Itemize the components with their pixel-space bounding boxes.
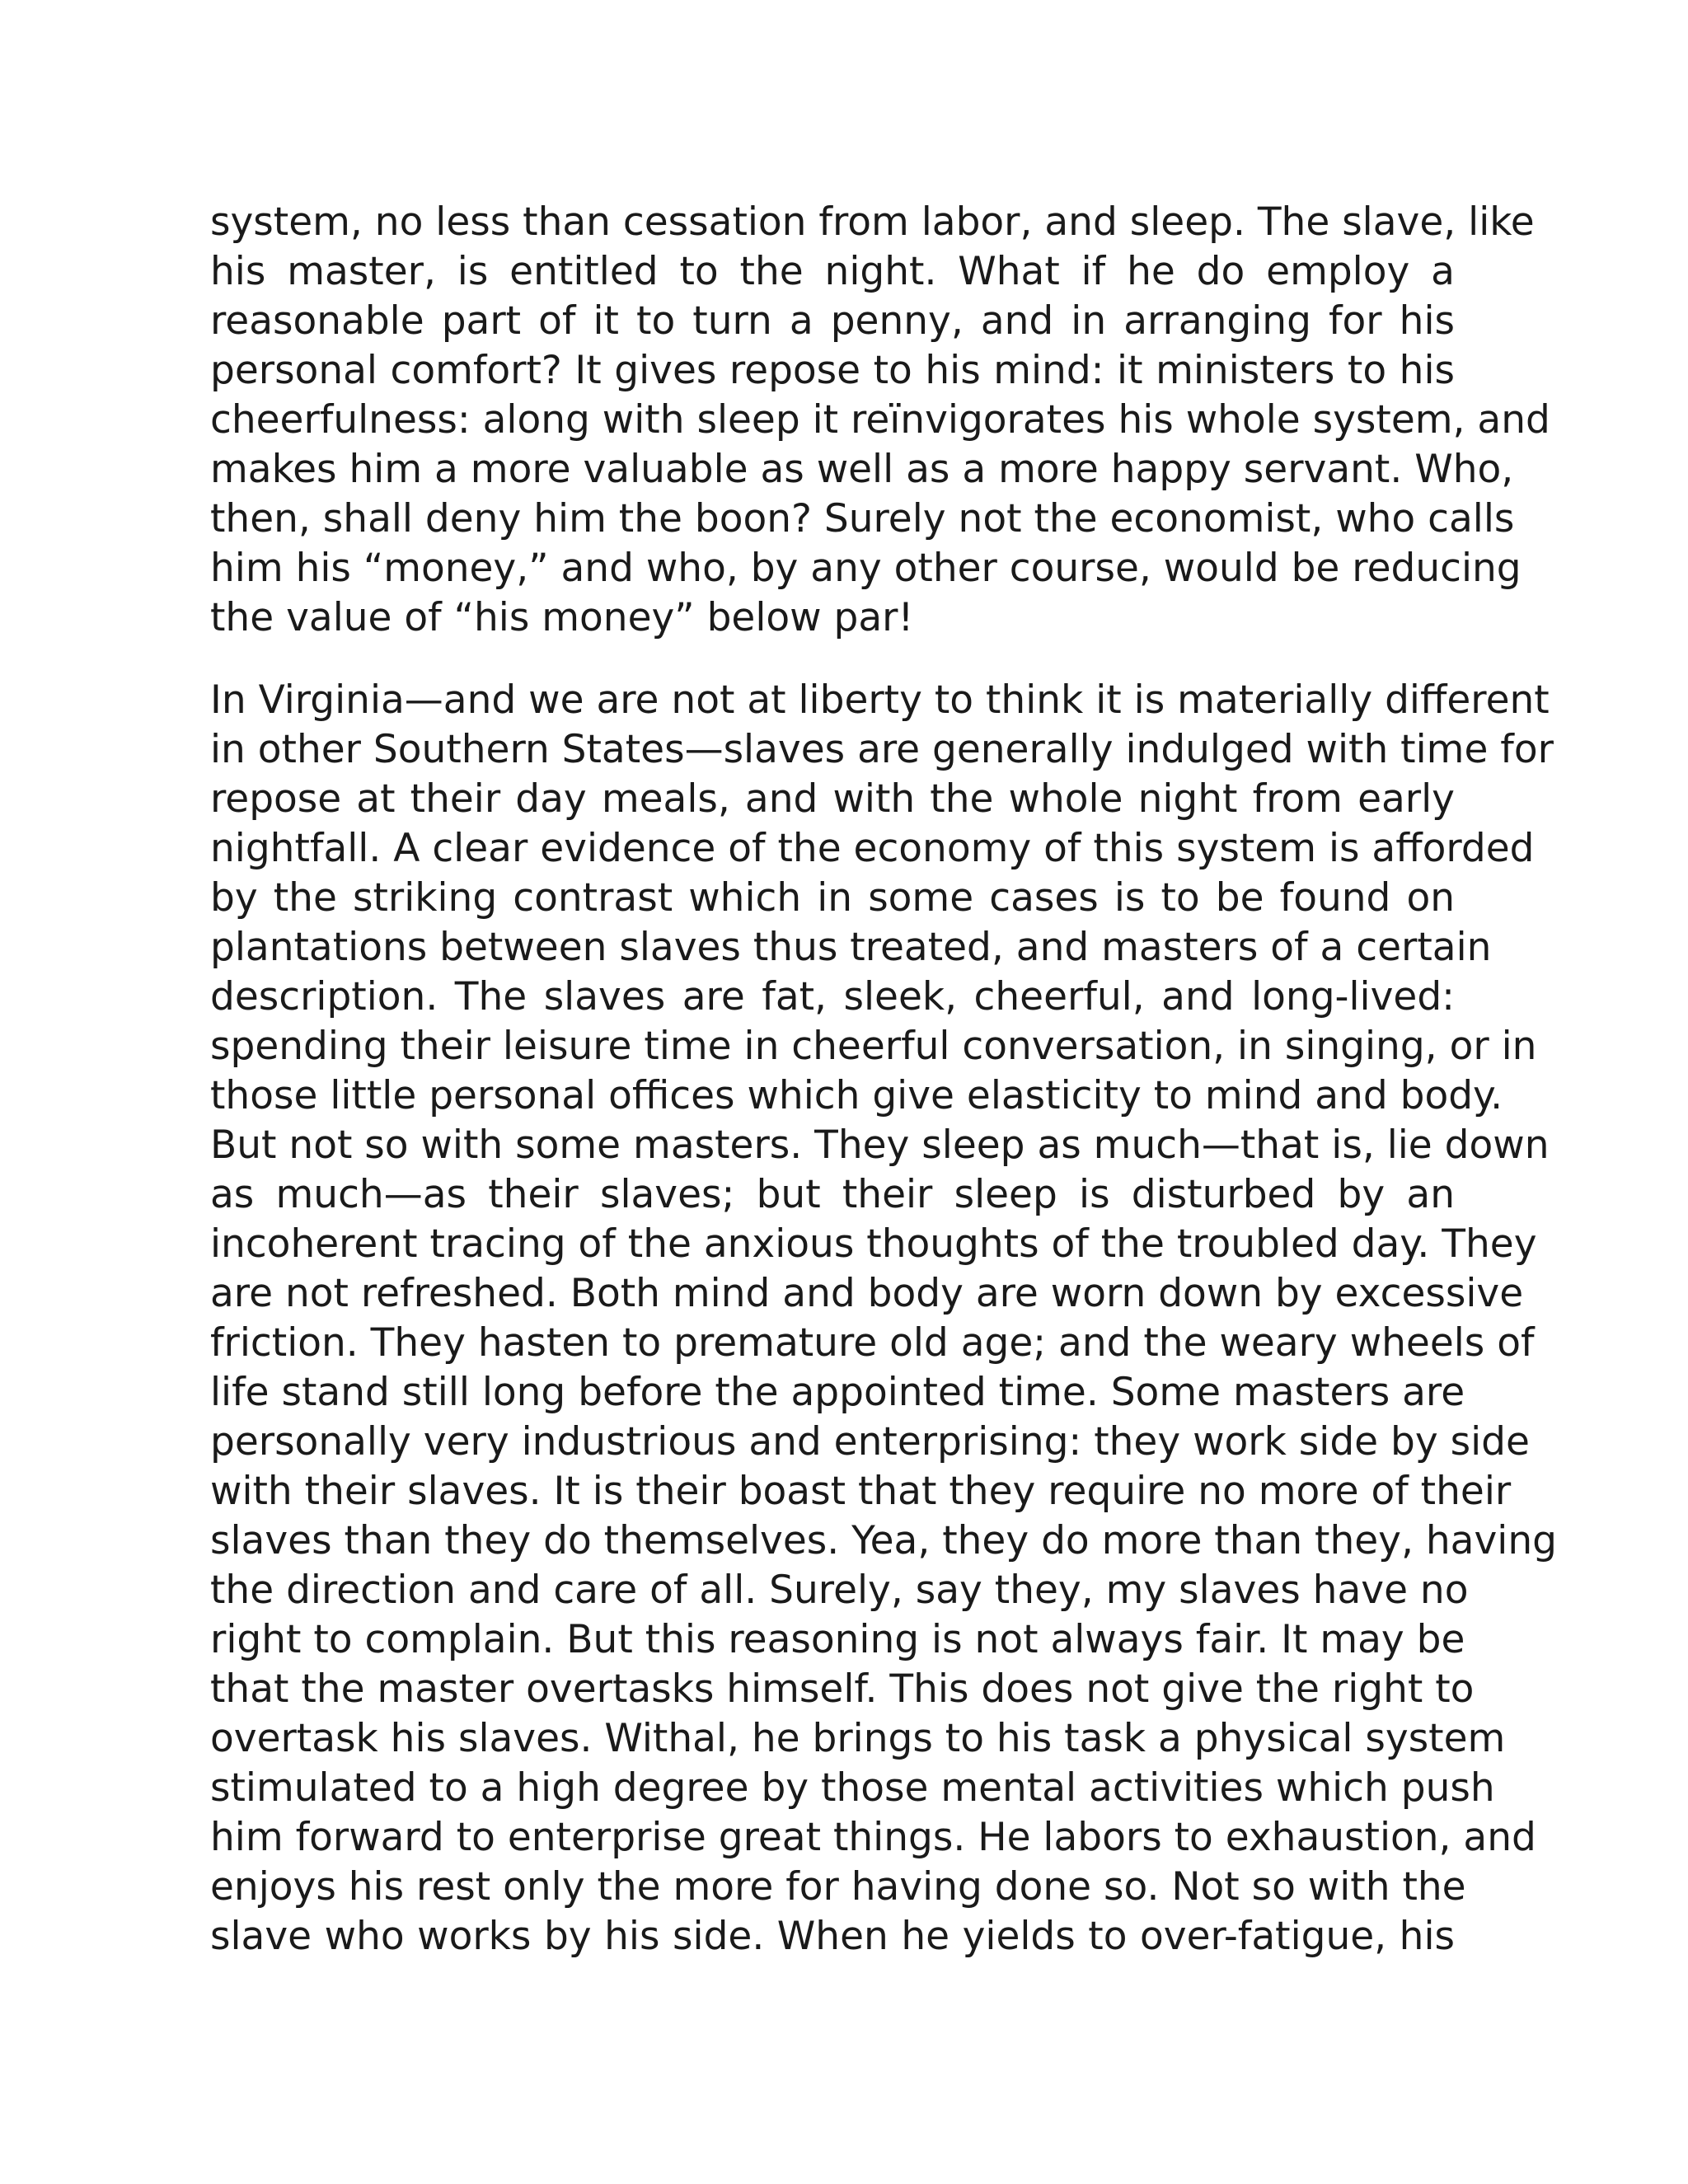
text-line: with their slaves. It is their boast that they require no more of their (210, 1469, 1512, 1514)
text-line: system, no less than cessation from labor, and sleep. The slave, like (210, 199, 1535, 245)
text-line: slave who works by his side. When he yields to over-fatigue, his (210, 1914, 1455, 1959)
text-line: the direction and care of all. Surely, say they, my slaves have no (210, 1568, 1469, 1613)
text-line: as much—as their slaves; but their sleep is disturbed by an (210, 1172, 1455, 1217)
text-line: overtask his slaves. Withal, he brings to his task a physical system (210, 1716, 1506, 1761)
text-line: cheerfulness: along with sleep it reïnvigorates his whole system, and (210, 397, 1550, 443)
text-line: incoherent tracing of the anxious thoughts of the troubled day. They (210, 1221, 1537, 1267)
text-line: plantations between slaves thus treated, and masters of a certain (210, 925, 1492, 970)
paragraph-2 (210, 676, 1557, 1961)
text-line: nightfall. A clear evidence of the economy of this system is afforded (210, 826, 1535, 871)
text-line: enjoys his rest only the more for having done so. Not so with the (210, 1864, 1466, 1910)
text-line: then, shall deny him the boon? Surely not the economist, who calls (210, 496, 1515, 541)
text-line: personally very industrious and enterprising: they work side by side (210, 1419, 1530, 1465)
document-page (210, 198, 1557, 1961)
text-line: friction. They hasten to premature old age; and the weary wheels of (210, 1320, 1535, 1366)
text-line: spending their leisure time in cheerful conversation, in singing, or in (210, 1024, 1537, 1069)
text-line: stimulated to a high degree by those mental activities which push (210, 1765, 1495, 1811)
text-line: description. The slaves are fat, sleek, cheerful, and long-lived: (210, 974, 1455, 1019)
text-line: that the master overtasks himself. This does not give the right to (210, 1666, 1475, 1712)
text-line: But not so with some masters. They sleep as much—that is, lie down (210, 1122, 1550, 1168)
text-line: are not refreshed. Both mind and body are worn down by excessive (210, 1271, 1524, 1316)
text-line: right to complain. But this reasoning is not always fair. It may be (210, 1617, 1465, 1662)
text-line: by the striking contrast which in some cases is to be found on (210, 875, 1455, 921)
text-line: him forward to enterprise great things. He labors to exhaustion, and (210, 1815, 1536, 1860)
paragraph-1 (210, 198, 1550, 643)
text-line: makes him a more valuable as well as a more happy servant. Who, (210, 447, 1514, 492)
text-line: life stand still long before the appointed time. Some masters are (210, 1370, 1465, 1415)
text-line: the value of “his money” below par! (210, 595, 914, 640)
text-line: his master, is entitled to the night. What if he do employ a (210, 249, 1455, 294)
text-line: in other Southern States—slaves are generally indulged with time for (210, 727, 1554, 772)
text-line: repose at their day meals, and with the whole night from early (210, 776, 1455, 822)
text-line: reasonable part of it to turn a penny, and in arranging for his (210, 298, 1455, 344)
text-line: him his “money,” and who, by any other course, would be reducing (210, 546, 1522, 591)
text-line: In Virginia—and we are not at liberty to think it is materially different (210, 677, 1550, 723)
text-line: personal comfort? It gives repose to his mind: it ministers to his (210, 348, 1455, 393)
text-line: those little personal offices which give elasticity to mind and body. (210, 1073, 1503, 1118)
text-line: slaves than they do themselves. Yea, they do more than they, having (210, 1518, 1557, 1563)
